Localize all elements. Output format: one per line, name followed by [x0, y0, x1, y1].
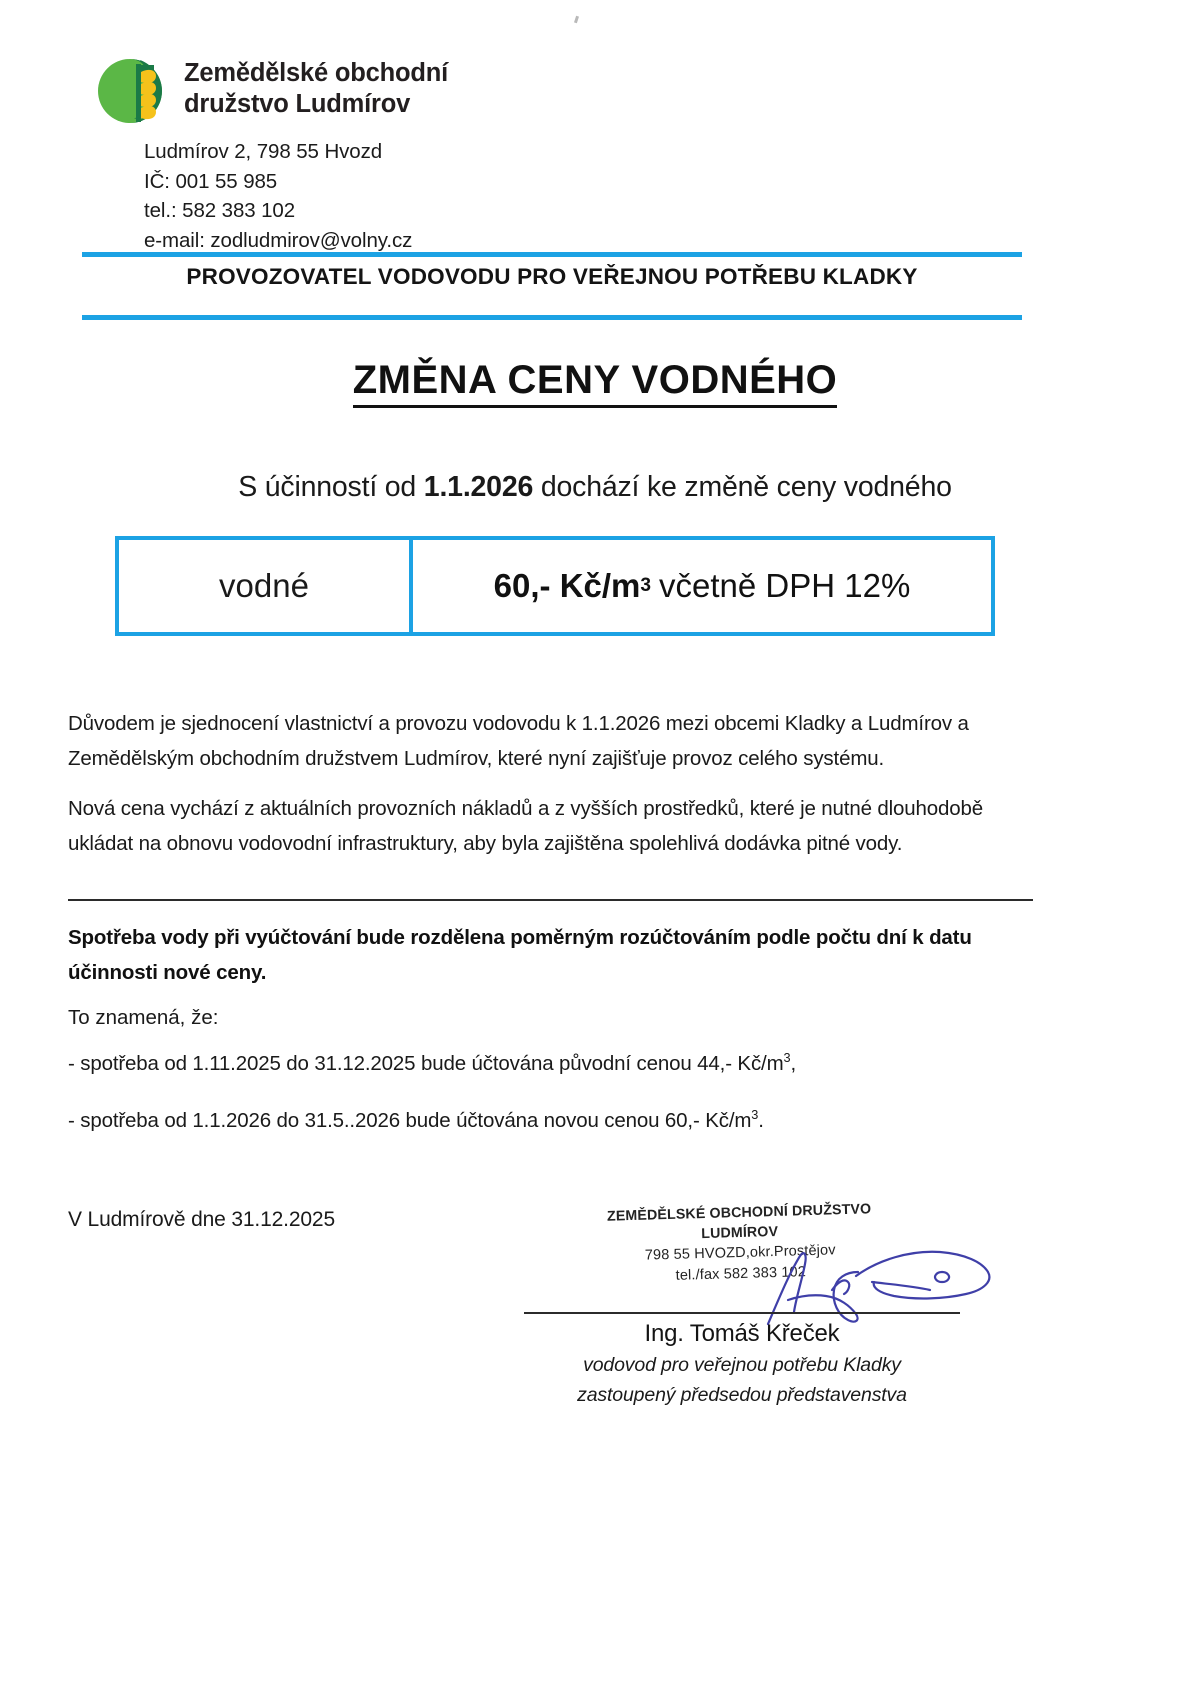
effective-suffix: dochází ke změně ceny vodného	[533, 471, 952, 503]
contact-block	[144, 137, 656, 255]
banner-rule-bottom	[82, 315, 1022, 320]
price-table	[115, 536, 995, 636]
body-paragraph-2: Nová cena vychází z aktuálních provozních nákladů a z vyšších prostředků, které je nutné dlouhodobě ukládat na obnovu vodovodní infrastruktury, aby byla zajištěna spolehlivá dodávka pitné vody.	[68, 796, 984, 855]
price-amount: 60,- Kč/m	[493, 567, 641, 604]
banner-rule-top	[82, 252, 1022, 257]
company-phone: tel.: 582 383 102	[144, 199, 296, 223]
wheat-ear-circle-logo	[96, 52, 170, 128]
company-email: e-mail: zodludmirov@volny.cz	[144, 228, 413, 252]
price-value-cell	[413, 540, 991, 632]
company-stamp	[589, 1199, 891, 1289]
company-name	[184, 48, 448, 119]
bullet-text-2: - spotřeba od 1.1.2026 do 31.5..2026 bude účtována novou cenou 60,- Kč/m	[68, 1109, 752, 1133]
company-ico: IČ: 001 55 985	[144, 169, 278, 193]
brand-row	[96, 48, 656, 128]
bullet-exponent-2: 3	[751, 1107, 759, 1123]
bullet-exponent-1: 3	[783, 1050, 791, 1066]
place-and-date: V Ludmírově dne 31.12.2025	[68, 1208, 335, 1231]
bullet-punct-1: ,	[790, 1052, 796, 1075]
stamp-line-3: 798 55 HVOZD,okr.Prostějov	[644, 1242, 836, 1264]
bullet-punct-2: .	[758, 1109, 764, 1133]
body-copy	[68, 706, 1044, 875]
stamp-line-1: ZEMĚDĚLSKÉ OBCHODNÍ DRUŽSTVO	[606, 1201, 872, 1225]
price-amount-exponent: 3	[640, 575, 652, 596]
stamp-line-4: tel./fax 582 383 102	[675, 1264, 807, 1284]
banner-text: PROVOZOVATEL VODOVODU PRO VEŘEJNOU POTŘEBU KLADKY	[186, 264, 918, 289]
signer-role-line-2: zastoupený předsedou představenstva	[577, 1384, 907, 1406]
stamp-line-2: LUDMÍROV	[701, 1224, 779, 1243]
page-title	[0, 358, 1190, 403]
price-vat-note: včetně DPH 12%	[659, 567, 911, 604]
signer-block	[524, 1320, 960, 1407]
signature-line	[524, 1312, 960, 1314]
page-title-text: ZMĚNA CENY VODNÉHO	[353, 358, 838, 408]
company-address: Ludmírov 2, 798 55 Hvozd	[144, 140, 383, 163]
letterhead	[96, 48, 656, 255]
list-item	[68, 1103, 1048, 1138]
signer-role-line-1: vodovod pro veřejnou potřebu Kladky	[583, 1354, 901, 1376]
list-item	[68, 1046, 1048, 1081]
bullet-list	[68, 1046, 1048, 1161]
signer-name: Ing. Tomáš Křeček	[644, 1320, 840, 1347]
effective-date-line	[0, 471, 1190, 504]
body-paragraph-1: Důvodem je sjednocení vlastnictví a provozu vodovodu k 1.1.2026 mezi obcemi Kladky a Ludmírov a Zemědělským obchodním družstvem Ludmírov, které nyní zajišťuje provoz celého systému.	[68, 712, 969, 771]
highlight-note: Spotřeba vody při vyúčtování bude rozdělena poměrným rozúčtováním podle počtu dní k datu účinnosti nové ceny.	[68, 926, 972, 985]
bullet-text-1: - spotřeba od 1.11.2025 do 31.12.2025 bude účtována původní cenou 44,- Kč/m	[68, 1052, 784, 1075]
company-name-line2: družstvo Ludmírov	[184, 89, 411, 118]
company-name-line1: Zemědělské obchodní	[184, 59, 449, 87]
effective-prefix: S účinností od	[238, 471, 424, 503]
scan-speck	[574, 16, 579, 24]
means-intro: To znamená, že:	[68, 1006, 219, 1029]
effective-date: 1.1.2026	[423, 471, 534, 503]
price-label-cell: vodné	[119, 540, 413, 632]
section-divider	[68, 899, 1033, 901]
